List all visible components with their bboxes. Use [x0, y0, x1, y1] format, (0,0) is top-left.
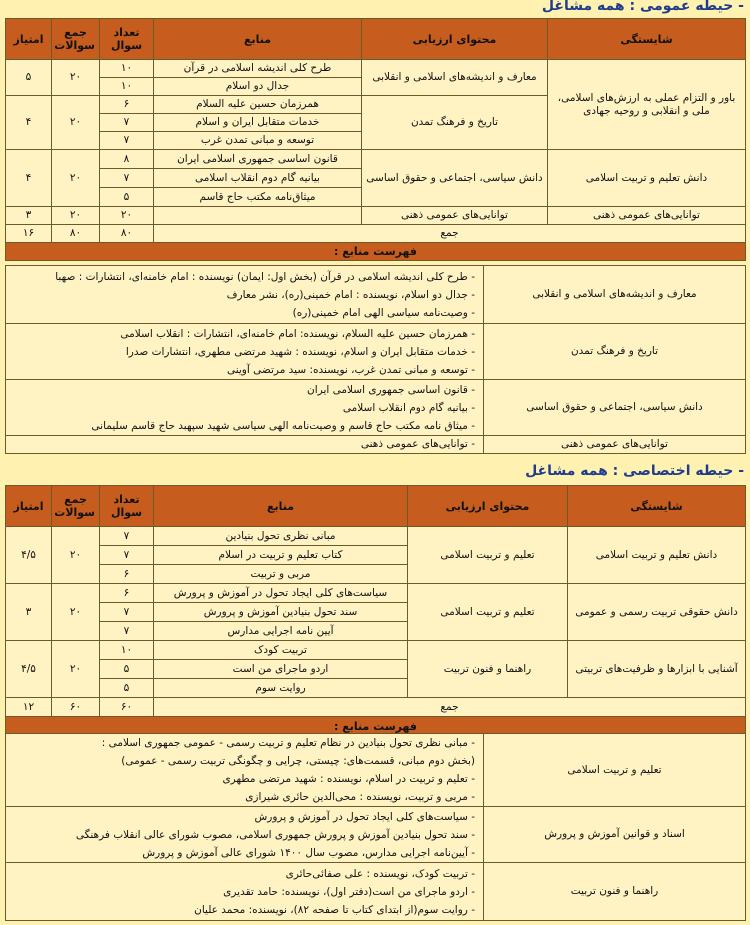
- header-score: امتیاز: [6, 19, 52, 60]
- competency-cell: باور و التزام عملی به ارزش‌های اسلامی، ملی و انقلابی و روحیه جهادی: [548, 60, 746, 150]
- source-cell: توسعه و مبانی تمدن غرب: [154, 132, 362, 150]
- list-topic: تعلیم و تربیت اسلامی: [484, 734, 746, 807]
- competency-cell: آشنایی با ابزارها و ظرفیت‌های تربیتی: [568, 641, 746, 698]
- total-cell: ۲۰: [52, 150, 100, 207]
- count-cell: ۲۰: [100, 207, 154, 225]
- list-entries: [6, 863, 484, 921]
- list-item: [6, 734, 746, 807]
- header-competency: شایستگی: [568, 486, 746, 527]
- count-cell: ۶: [100, 584, 154, 603]
- competency-cell: دانش تعلیم و تربیت اسلامی: [568, 527, 746, 584]
- score-cell: ۴/۵: [6, 641, 52, 698]
- header-count: تعداد سوال: [100, 486, 154, 527]
- list-item: [6, 266, 746, 324]
- list-item: [6, 807, 746, 863]
- sum-total: ۸۰: [52, 225, 100, 243]
- special-source-list-table: [5, 733, 746, 921]
- source-cell: سند تحول بنیادین آموزش و پرورش: [154, 603, 408, 622]
- list-entry: - آیین‌نامه اجرایی مدارس، مصوب سال ۱۴۰۰ شورای عالی آموزش و پرورش: [142, 846, 475, 859]
- total-cell: ۲۰: [52, 641, 100, 698]
- source-cell: اردو ماجرای من است: [154, 660, 408, 679]
- sum-score: ۱۶: [6, 225, 52, 243]
- total-cell: ۲۰: [52, 207, 100, 225]
- source-cell: بیانیه گام دوم انقلاب اسلامی: [154, 169, 362, 188]
- source-cell: روایت سوم: [154, 679, 408, 698]
- score-cell: ۳: [6, 207, 52, 225]
- source-list-header-row: [6, 243, 746, 261]
- content-cell: دانش سیاسی، اجتماعی و حقوق اساسی: [362, 150, 548, 207]
- count-cell: ۷: [100, 546, 154, 565]
- list-entries: [6, 266, 484, 324]
- source-cell: طرح کلی اندیشه اسلامی در قرآن: [154, 60, 362, 78]
- table-row: [6, 150, 746, 169]
- list-item: [6, 436, 746, 454]
- list-entry: - سیاست‌های کلی ایجاد تحول در آموزش و پرورش: [254, 810, 475, 823]
- sum-total: ۶۰: [52, 698, 100, 717]
- count-cell: ۷: [100, 603, 154, 622]
- list-topic: توانایی‌های عمومی ذهنی: [484, 436, 746, 454]
- list-topic: راهنما و فنون تربیت: [484, 863, 746, 921]
- sum-label: جمع: [154, 225, 746, 243]
- count-cell: ۸: [100, 150, 154, 169]
- content-cell: توانایی‌های عمومی ذهنی: [362, 207, 548, 225]
- header-content: محتوای ارزیابی: [408, 486, 568, 527]
- special-section-title: - حیطه اختصاصی : همه مشاغل: [525, 463, 744, 479]
- list-entry: - طرح کلی اندیشه اسلامی در قرآن (بخش اول: ایمان) نویسنده : امام خامنه‌ای، انتشارات : صهبا: [55, 270, 475, 283]
- source-cell: آیین نامه اجرایی مدارس: [154, 622, 408, 641]
- list-entries: [6, 807, 484, 863]
- header-content: محتوای ارزیابی: [362, 19, 548, 60]
- list-topic: معارف و اندیشه‌های اسلامی و انقلابی: [484, 266, 746, 324]
- list-entry: (بخش دوم مبانی، قسمت‌های: چیستی، چرایی و چگونگی تربیت رسمی - عمومی): [121, 755, 475, 767]
- score-cell: ۴: [6, 96, 52, 150]
- table-header-row: [6, 486, 746, 527]
- special-table: [5, 485, 746, 736]
- general-section-title: - حیطه عمومی : همه مشاغل: [541, 0, 744, 14]
- list-entries: [6, 380, 484, 436]
- table-row: [6, 207, 746, 225]
- source-list-title: فهرست منابع :: [6, 243, 746, 261]
- source-cell: میثاق‌نامه مکتب حاج قاسم: [154, 188, 362, 207]
- list-topic: اسناد و قوانین آموزش و پرورش: [484, 807, 746, 863]
- list-entry: - مربی و تربیت، نویسنده : محی‌الدین حائری شیرازی: [245, 791, 475, 803]
- header-count: تعداد سوال: [100, 19, 154, 60]
- source-cell: قانون اساسی جمهوری اسلامی ایران: [154, 150, 362, 169]
- source-cell: مبانی نظری تحول بنیادین: [154, 527, 408, 546]
- list-entry: - مبانی نظری تحول بنیادین در نظام تعلیم و تربیت رسمی - عمومی جمهوری اسلامی :: [101, 737, 475, 749]
- source-cell: سیاست‌های کلی ایجاد تحول در آموزش و پرورش: [154, 584, 408, 603]
- count-cell: ۶: [100, 565, 154, 584]
- list-entry: - میثاق نامه مکتب حاج قاسم و وصیت‌نامه الهی سیاسی شهید سپهبد حاج قاسم سلیمانی: [91, 419, 475, 432]
- total-cell: ۲۰: [52, 584, 100, 641]
- source-cell: خدمات متقابل ایران و اسلام: [154, 114, 362, 132]
- total-cell: ۲۰: [52, 96, 100, 150]
- count-cell: ۵: [100, 679, 154, 698]
- list-item: [6, 863, 746, 921]
- sum-row: [6, 698, 746, 717]
- sum-row: [6, 225, 746, 243]
- total-cell: ۲۰: [52, 527, 100, 584]
- list-entry: - خدمات متقابل ایران و اسلام، نویسنده : شهید مرتضی مطهری، انتشارات صدرا: [125, 345, 475, 358]
- list-topic: دانش سیاسی، اجتماعی و حقوق اساسی: [484, 380, 746, 436]
- content-cell: معارف و اندیشه‌های اسلامی و انقلابی: [362, 60, 548, 96]
- source-cell: [154, 207, 362, 225]
- header-sources: منابع: [154, 486, 408, 527]
- table-row: [6, 527, 746, 546]
- content-cell: راهنما و فنون تربیت: [408, 641, 568, 698]
- count-cell: ۷: [100, 622, 154, 641]
- header-competency: شایستگی: [548, 19, 746, 60]
- source-cell: تربیت کودک: [154, 641, 408, 660]
- list-entry: - جدال دو اسلام، نویسنده : امام خمینی(ره)، نشر معارف: [226, 288, 475, 301]
- list-item: [6, 324, 746, 380]
- list-entry: - همرزمان حسین علیه السلام، نویسنده: امام خامنه‌ای، انتشارات : انقلاب اسلامی: [120, 327, 475, 340]
- source-cell: کتاب تعلیم و تربیت در اسلام: [154, 546, 408, 565]
- table-row: [6, 584, 746, 603]
- sum-count: ۸۰: [100, 225, 154, 243]
- count-cell: ۱۰: [100, 641, 154, 660]
- content-cell: تعلیم و تربیت اسلامی: [408, 527, 568, 584]
- count-cell: ۷: [100, 132, 154, 150]
- source-cell: همرزمان حسین علیه السلام: [154, 96, 362, 114]
- sum-count: ۶۰: [100, 698, 154, 717]
- list-entries: [6, 324, 484, 380]
- source-list-title: فهرست منابع :: [6, 717, 746, 736]
- table-row: [6, 641, 746, 660]
- list-entries: [6, 734, 484, 807]
- source-cell: جدال دو اسلام: [154, 78, 362, 96]
- general-source-list-table: [5, 265, 746, 454]
- count-cell: ۷: [100, 169, 154, 188]
- count-cell: ۵: [100, 188, 154, 207]
- header-total: جمع سوالات: [52, 486, 100, 527]
- list-entry: - توسعه و مبانی تمدن غرب، نویسنده: سید مرتضی آوینی: [226, 363, 475, 376]
- list-entry: - تربیت کودک، نویسنده : علی صفائی‌حائری: [285, 867, 475, 880]
- count-cell: ۵: [100, 660, 154, 679]
- list-topic: تاریخ و فرهنگ تمدن: [484, 324, 746, 380]
- list-entry: - وصیت‌نامه سیاسی الهی امام خمینی(ره): [292, 306, 475, 319]
- list-entry: - سند تحول بنیادین آموزش و پرورش جمهوری اسلامی، مصوب شورای عالی انقلاب فرهنگی: [75, 828, 475, 841]
- table-row: [6, 60, 746, 78]
- count-cell: ۶: [100, 96, 154, 114]
- sum-score: ۱۲: [6, 698, 52, 717]
- count-cell: ۷: [100, 114, 154, 132]
- list-entry: - تعلیم و تربیت در اسلام، نویسنده : شهید مرتضی مطهری: [222, 773, 475, 785]
- score-cell: ۳: [6, 584, 52, 641]
- list-entry: - قانون اساسی جمهوری اسلامی ایران: [307, 383, 475, 396]
- score-cell: ۴: [6, 150, 52, 207]
- content-cell: تاریخ و فرهنگ تمدن: [362, 96, 548, 150]
- header-total: جمع سوالات: [52, 19, 100, 60]
- general-table: [5, 18, 746, 261]
- score-cell: ۴/۵: [6, 527, 52, 584]
- content-cell: تعلیم و تربیت اسلامی: [408, 584, 568, 641]
- list-entries: - توانایی‌های عمومی ذهنی: [6, 436, 484, 454]
- source-cell: مربی و تربیت: [154, 565, 408, 584]
- count-cell: ۱۰: [100, 78, 154, 96]
- list-entry: - بیانیه گام دوم انقلاب اسلامی: [342, 401, 475, 414]
- count-cell: ۱۰: [100, 60, 154, 78]
- total-cell: ۲۰: [52, 60, 100, 96]
- header-sources: منابع: [154, 19, 362, 60]
- list-item: [6, 380, 746, 436]
- table-header-row: [6, 19, 746, 60]
- competency-cell: دانش حقوقی تربیت رسمی و عمومی: [568, 584, 746, 641]
- competency-cell: دانش تعلیم و تربیت اسلامی: [548, 150, 746, 207]
- header-score: امتیاز: [6, 486, 52, 527]
- score-cell: ۵: [6, 60, 52, 96]
- list-entry: - اردو ماجرای من است(دفتر اول)، نویسنده: حامد تقدیری: [223, 885, 475, 898]
- list-entry: - روایت سوم(از ابتدای کتاب تا صفحه ۸۲)، نویسنده: محمد علیان: [194, 903, 475, 916]
- sum-label: جمع: [154, 698, 746, 717]
- competency-cell: توانایی‌های عمومی ذهنی: [548, 207, 746, 225]
- list-entry: توانایی‌های عمومی ذهنی: [360, 438, 468, 450]
- count-cell: ۷: [100, 527, 154, 546]
